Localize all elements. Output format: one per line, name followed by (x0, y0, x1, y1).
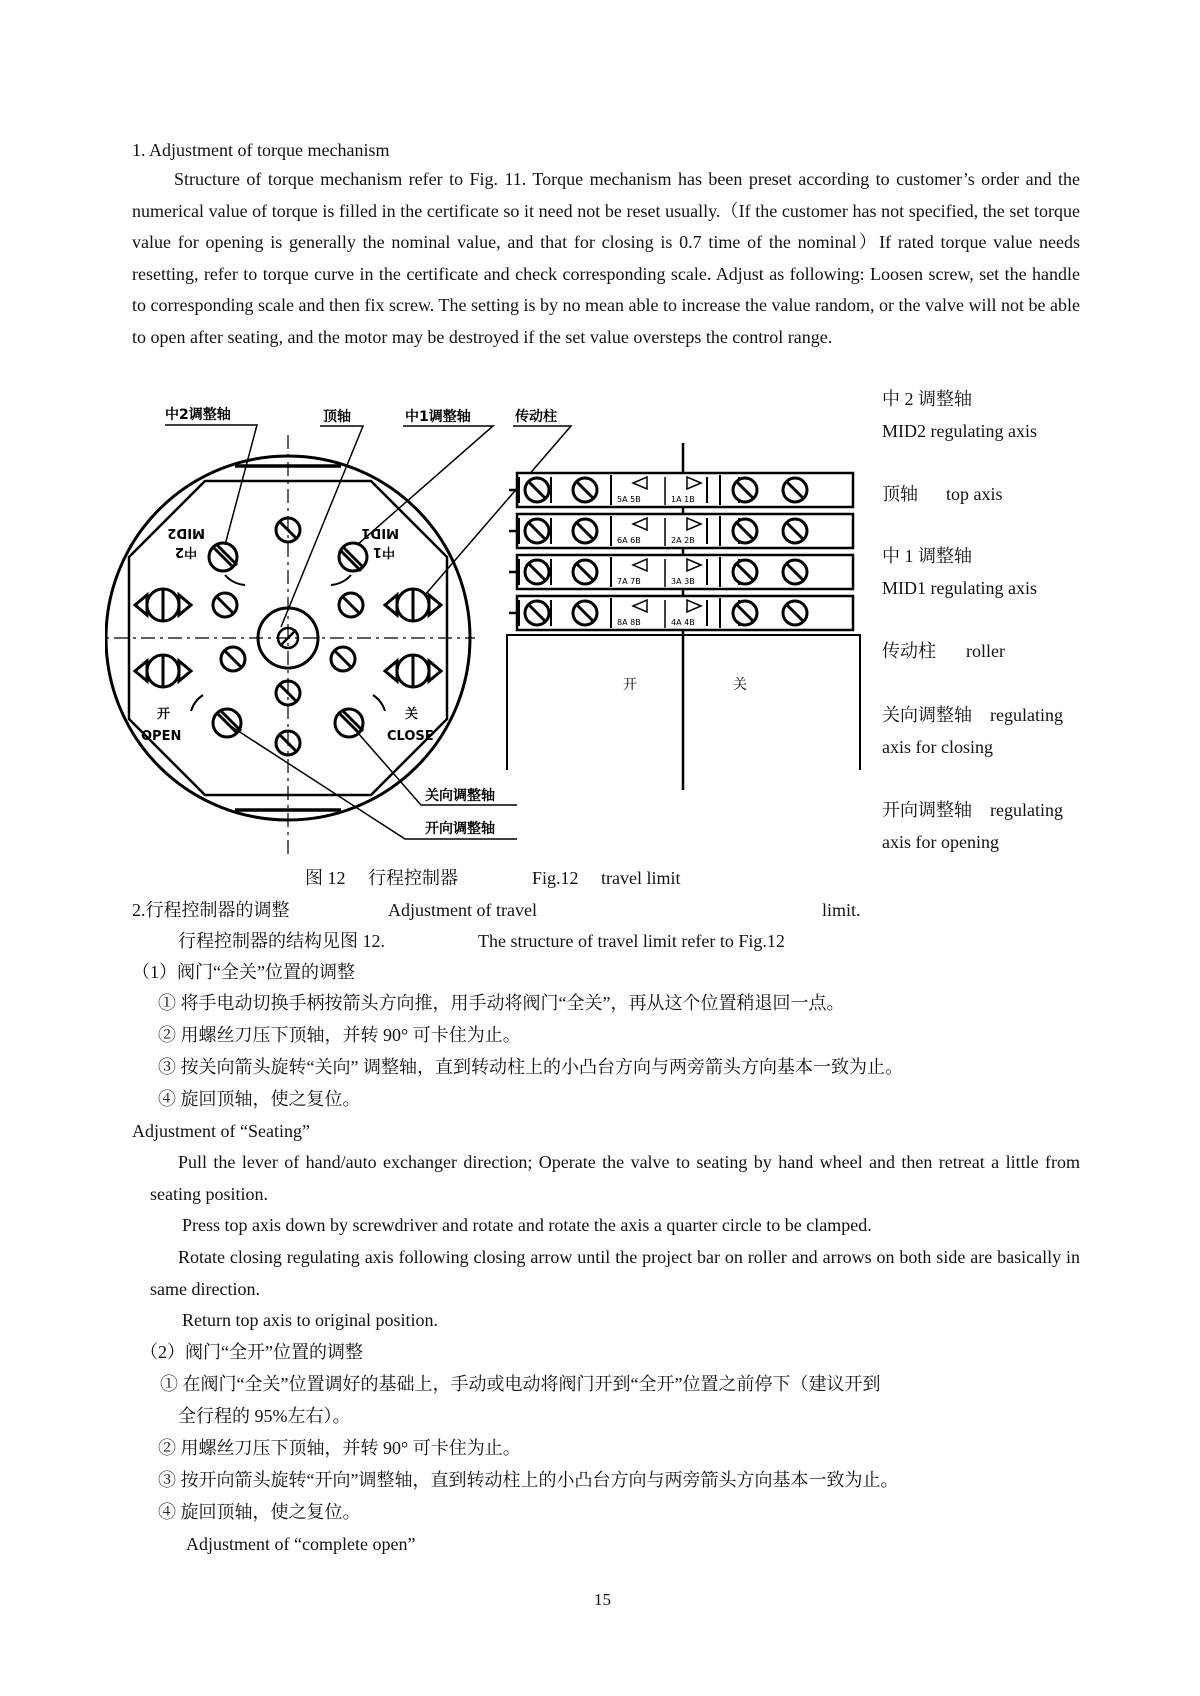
legend-close-en-2: axis for closing (882, 737, 993, 757)
legend-roller-cn: 传动柱 (882, 641, 936, 661)
sub2-title: （2）阀门“全开”位置的调整 (140, 1342, 363, 1362)
roller-icon (135, 655, 191, 687)
open-cn-mark: 开 (157, 707, 171, 722)
open-title: Adjustment of “complete open” (186, 1534, 416, 1554)
switch-left-terminal-label: 8A 8B (617, 618, 641, 627)
callout-close-axis: 关向调整轴 (425, 788, 495, 804)
sub1-step-3: ③ 按关向箭头旋转“关向” 调整轴，直到转动柱上的小凸台方向与两旁箭头方向基本一致为止。 (158, 1057, 903, 1077)
travel-limit-figure (105, 395, 875, 855)
mid2-cn-mark: 中2 (174, 544, 197, 559)
legend-close-cn: 关向调整轴 (882, 705, 972, 725)
figure-caption-en: Fig.12 travel limit (532, 868, 681, 888)
screw-icon (339, 593, 363, 617)
terminal-screw-icon (783, 478, 807, 502)
terminal-screw-icon (733, 519, 757, 543)
seating-paragraph-4: Return top axis to original position. (182, 1310, 438, 1330)
screw-icon (213, 593, 237, 617)
switch-row (509, 514, 853, 548)
sub1-step-2: ② 用螺丝刀压下顶轴，并转 90° 可卡住为止。 (158, 1025, 521, 1045)
seating-paragraph-3: Rotate closing regulating axis following closing arrow until the project bar on roller and arrows on both side are basically in same direction. (150, 1247, 1080, 1299)
switch-right-terminal-label: 3A 3B (671, 577, 695, 586)
terminal-screw-icon (733, 560, 757, 584)
section2-heading-en-a: Adjustment of travel (388, 900, 537, 920)
sub2-step-1b: 全行程的 95%左右）。 (178, 1406, 351, 1426)
terminal-screw-icon (525, 519, 549, 543)
switch-left-terminal-label: 5A 5B (617, 495, 641, 504)
switch-open-label: 开 (623, 677, 637, 693)
mid2-mark: MID2 (167, 525, 205, 540)
page-number: 15 (594, 1590, 611, 1609)
section2-heading-en-b: limit. (822, 900, 861, 920)
legend-close-en-1: regulating (990, 705, 1063, 725)
section1-paragraph: Structure of torque mechanism refer to Fig. 11. Torque mechanism has been preset according to customer’s order and the numerical value of torque is filled in the certificate so it need not be reset usually.（If the customer has not specified, the set torque value for opening is generally the nominal value, and that for closing is 0.7 time of the nominal）If rated torque value needs resetting, refer to torque curve in the certificate and check corresponding scale. Adjust as following: Loosen screw, set the handle to corresponding scale and then fix screw. The setting is by no mean able to increase the value random, or the valve will not be able to open after seating, and the motor may be destroyed if the set value oversteps the control range. (132, 169, 1080, 347)
legend-top-en: top axis (946, 484, 1003, 504)
legend-mid1-en: MID1 regulating axis (882, 578, 1037, 598)
close-en-mark: CLOSE (387, 729, 434, 744)
legend-top-cn: 顶轴 (882, 484, 918, 504)
terminal-screw-icon (525, 560, 549, 584)
switch-row (509, 596, 853, 630)
seating-title: Adjustment of “Seating” (132, 1121, 310, 1141)
section2-intro-en: The structure of travel limit refer to Fig.12 (478, 931, 785, 951)
sub2-step-1a: ① 在阀门“全关”位置调好的基础上，手动或电动将阀门开到“全开”位置之前停下（建议开到 (160, 1374, 881, 1394)
terminal-screw-icon (783, 519, 807, 543)
switch-row (509, 473, 853, 507)
callout-open-axis: 开向调整轴 (425, 821, 495, 837)
callout-mid2: 中2调整轴 (165, 407, 231, 423)
switch-right-terminal-label: 2A 2B (671, 536, 695, 545)
terminal-screw-icon (525, 478, 549, 502)
seating-paragraph-1: Pull the lever of hand/auto exchanger direction; Operate the valve to seating by hand wheel and then retreat a little from seating position. (150, 1152, 1080, 1204)
callout-top: 顶轴 (323, 409, 351, 425)
open-screw-icon (213, 709, 241, 737)
screw-icon (331, 647, 355, 671)
callout-mid1: 中1调整轴 (405, 409, 471, 425)
terminal-screw-icon (573, 519, 597, 543)
screw-icon (221, 647, 245, 671)
terminal-screw-icon (573, 560, 597, 584)
legend-mid2-en: MID2 regulating axis (882, 421, 1037, 441)
terminal-screw-icon (733, 601, 757, 625)
terminal-screw-icon (573, 601, 597, 625)
open-en-mark: OPEN (141, 729, 182, 744)
roller-icon (385, 589, 441, 621)
switch-right-terminal-label: 4A 4B (671, 618, 695, 627)
switch-close-label: 关 (733, 677, 747, 693)
mid1-mark: MID1 (361, 525, 399, 540)
legend-open-en-1: regulating (990, 800, 1063, 820)
switch-right-terminal-label: 1A 1B (671, 495, 695, 504)
roller-icon (385, 655, 441, 687)
section2-heading-cn: 2.行程控制器的调整 (132, 900, 290, 920)
legend-open-en-2: axis for opening (882, 832, 999, 852)
mid2-screw-icon (209, 543, 237, 571)
roller-icon (135, 589, 191, 621)
terminal-screw-icon (573, 478, 597, 502)
terminal-screw-icon (525, 601, 549, 625)
seating-paragraph-2: Press top axis down by screwdriver and rotate and rotate the axis a quarter circle to be clamped. (182, 1215, 872, 1235)
sub2-step-2: ② 用螺丝刀压下顶轴，并转 90° 可卡住为止。 (158, 1438, 521, 1458)
terminal-screw-icon (783, 601, 807, 625)
terminal-screw-icon (783, 560, 807, 584)
switch-left-terminal-label: 7A 7B (617, 577, 641, 586)
sub1-step-1: ① 将手电动切换手柄按箭头方向推，用手动将阀门“全关”，再从这个位置稍退回一点。 (158, 993, 845, 1013)
sub2-step-4: ④ 旋回顶轴，使之复位。 (158, 1502, 361, 1522)
legend-open-cn: 开向调整轴 (882, 800, 972, 820)
legend-mid2-cn: 中 2 调整轴 (882, 389, 972, 409)
switch-row (509, 555, 853, 589)
section1-heading: 1. Adjustment of torque mechanism (132, 140, 390, 160)
sub2-step-3: ③ 按开向箭头旋转“开向”调整轴，直到转动柱上的小凸台方向与两旁箭头方向基本一致为止。 (158, 1470, 899, 1490)
figure-caption-cn: 图 12 行程控制器 (305, 868, 458, 888)
switch-left-terminal-label: 6A 6B (617, 536, 641, 545)
callout-roller: 传动柱 (515, 409, 557, 425)
mid1-screw-icon (339, 543, 367, 571)
legend-mid1-cn: 中 1 调整轴 (882, 546, 972, 566)
section2-intro-cn: 行程控制器的结构见图 12. (178, 931, 385, 951)
mid1-cn-mark: 中1 (372, 544, 395, 559)
terminal-screw-icon (733, 478, 757, 502)
sub1-title: （1）阀门“全关”位置的调整 (132, 962, 355, 982)
legend-roller-en: roller (966, 641, 1005, 661)
close-cn-mark: 关 (405, 707, 419, 722)
sub1-step-4: ④ 旋回顶轴，使之复位。 (158, 1089, 361, 1109)
